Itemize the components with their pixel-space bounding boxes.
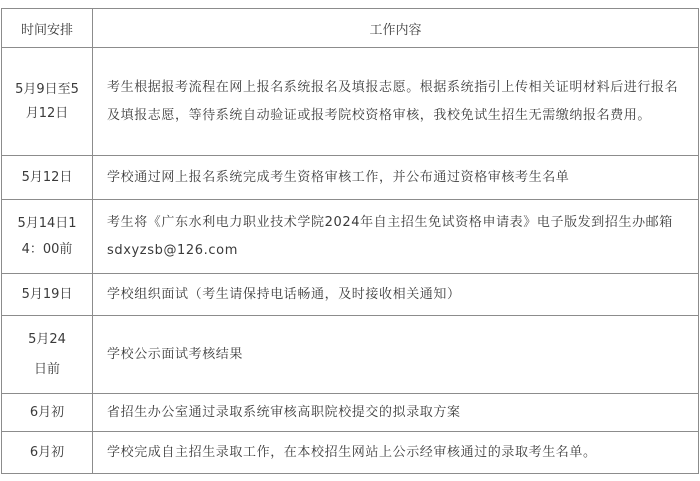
table-row bbox=[2, 432, 699, 474]
row-content: 学校公示面试考核结果 bbox=[93, 316, 699, 394]
table-row bbox=[2, 394, 699, 432]
row-content: 学校组织面试（考生请保持电话畅通，及时接收相关通知） bbox=[93, 274, 699, 316]
schedule-table bbox=[1, 8, 699, 474]
row-time: 6月初 bbox=[2, 432, 93, 474]
row-content: 考生根据报考流程在网上报名系统报名及填报志愿。根据系统指引上传相关证明材料后进行报名及填报志愿，等待系统自动验证或报考院校资格审核，我校免试生招生无需缴纳报名费用。 bbox=[93, 48, 699, 156]
table-row bbox=[2, 48, 699, 156]
row-time: 5月9日至5月12日 bbox=[2, 48, 93, 156]
header-content: 工作内容 bbox=[93, 9, 699, 48]
row-time: 5月12日 bbox=[2, 156, 93, 200]
row-time: 5月19日 bbox=[2, 274, 93, 316]
table-header-row bbox=[2, 9, 699, 48]
row-content: 学校完成自主招生录取工作，在本校招生网站上公示经审核通过的录取考生名单。 bbox=[93, 432, 699, 474]
table-row bbox=[2, 274, 699, 316]
row-time: 5月14日14：00前 bbox=[2, 200, 93, 274]
table-row bbox=[2, 316, 699, 394]
row-content: 学校通过网上报名系统完成考生资格审核工作，并公布通过资格审核考生名单 bbox=[93, 156, 699, 200]
row-time: 5月24日前 bbox=[2, 316, 93, 394]
table-row bbox=[2, 200, 699, 274]
row-content: 考生将《广东水利电力职业技术学院2024年自主招生免试资格申请表》电子版发到招生办邮箱sdxyzsb@126.com bbox=[93, 200, 699, 274]
schedule-table-container bbox=[1, 8, 698, 474]
header-time: 时间安排 bbox=[2, 9, 93, 48]
row-content: 省招生办公室通过录取系统审核高职院校提交的拟录取方案 bbox=[93, 394, 699, 432]
row-time: 6月初 bbox=[2, 394, 93, 432]
table-row bbox=[2, 156, 699, 200]
